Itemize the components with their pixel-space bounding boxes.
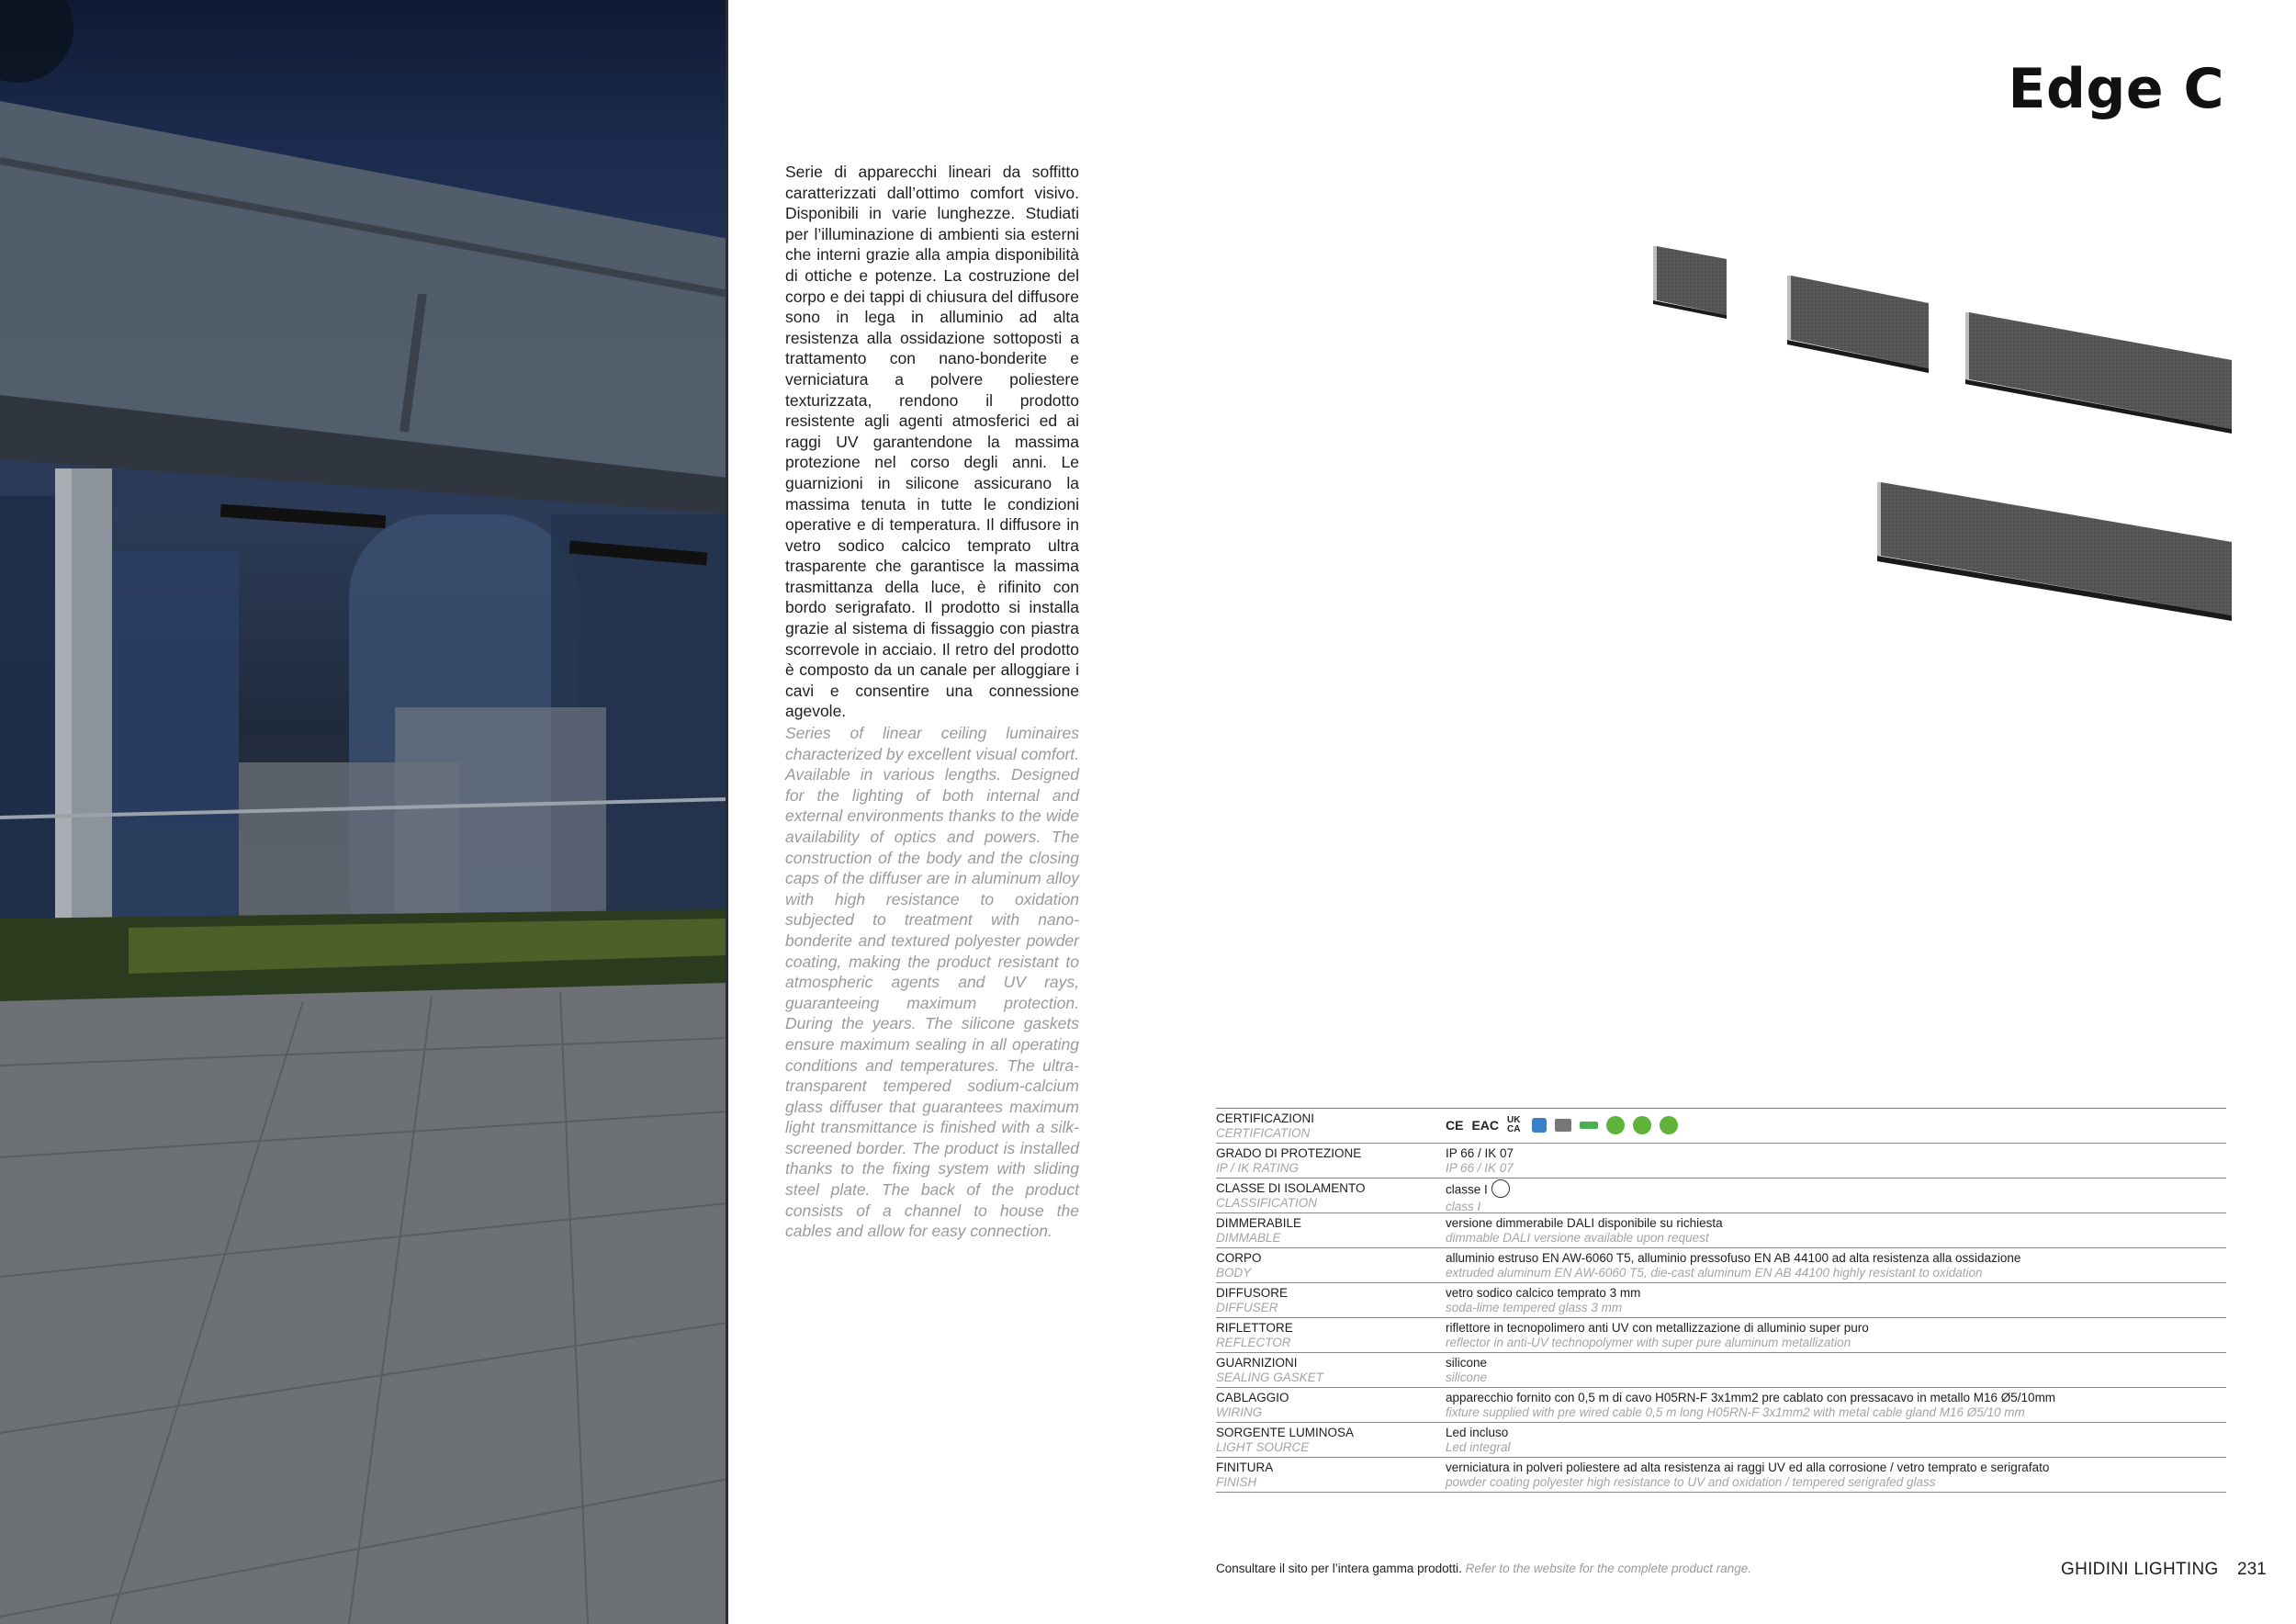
spec-label-en: IP / IK RATING [1216,1161,1300,1175]
spec-value: riflettore in tecnopolimero anti UV con metallizzazione di alluminio super puro [1446,1321,1869,1335]
spec-row-diffusore [1216,1283,2226,1318]
spec-value-en: powder coating polyester high resistance to UV and oxidation / tempered serigrafed glass [1446,1475,1936,1489]
spec-label-en: CLASSIFICATION [1216,1196,1318,1210]
spec-value: silicone [1446,1356,1488,1370]
spec-label-en: DIFFUSER [1216,1301,1278,1314]
recycle-glass-icon [1660,1116,1678,1134]
spec-row-cablaggio [1216,1388,2226,1423]
spec-label-en: WIRING [1216,1405,1263,1419]
spec-value: versione dimmerabile DALI disponibile su richiesta [1446,1216,1723,1230]
spec-value-en: dimmable DALI versione available upon request [1446,1231,1709,1245]
spec-row-protezione [1216,1144,2226,1179]
spec-label-en: FINISH [1216,1475,1257,1489]
product-extra-large [1877,482,2232,621]
spec-value-en: class I [1446,1200,1481,1213]
spec-value-en: reflector in anti-UV technopolymer with super pure aluminum metallization [1446,1336,1851,1349]
spec-label: CLASSE DI ISOLAMENTO [1216,1181,1366,1195]
spec-value: apparecchio fornito con 0,5 m di cavo H05RN-F 3x1mm2 pre cablato con pressacavo in metallo M16 Ø5/10mm [1446,1391,2056,1404]
brand-name: GHIDINI LIGHTING [2061,1560,2219,1579]
hero-photo-scene [0,0,728,1624]
spec-label: CORPO [1216,1251,1262,1265]
product-images [1635,234,2241,638]
led-icon [1580,1122,1598,1129]
spec-value-en: silicone [1446,1370,1488,1384]
spec-label-en: DIMMABLE [1216,1231,1281,1245]
spec-label-en: LIGHT SOURCE [1216,1440,1310,1454]
footer-note-it: Consultare il sito per l’intera gamma prodotti. [1216,1562,1462,1575]
recycle-alu-icon [1606,1116,1625,1134]
spec-label: FINITURA [1216,1460,1274,1474]
spec-value: IP 66 / IK 07 [1446,1146,1514,1160]
product-small [1653,246,1727,319]
spec-value-en: fixture supplied with pre wired cable 0,5 m long H05RN-F 3x1mm2 with metal cable gland M16 Ø5/10 mm [1446,1405,2025,1419]
spec-row-sorgente [1216,1423,2226,1458]
certification-icons [1446,1111,2226,1139]
spec-value: classe I [1446,1182,1488,1197]
ip-rating-icon [1532,1118,1547,1133]
spec-label: DIMMERABILE [1216,1216,1302,1230]
spec-value-en: Led integral [1446,1440,1511,1454]
spec-value-en: IP 66 / IK 07 [1446,1161,1514,1175]
spec-label: RIFLETTORE [1216,1321,1293,1335]
product-large [1965,312,2232,434]
description-italian: Serie di apparecchi lineari da soffitto caratterizzati dall’ottimo comfort visivo. Disponibili in varie lunghezze. Studiati per l’illuminazione di ambienti sia esterni che interni grazie alla ampia disponibilità di ottiche e potenze. La costruzione del corpo e dei tappi di chiusura del diffusore sono in lega in alluminio ad alta resistenza alla ossidazione sottoposti a trattamento con nano-bonderite e verniciatura a polvere poliestere texturizzata, rendono il prodotto resistente agli agenti atmosferici ed ai raggi UV garantendone la massima protezione nel corso degli anni. Le guarnizioni in silicone assicurano la massima tenuta in tutte le condizioni operative e di temperatura. Il diffusore in vetro sodico calcico temprato ultra trasparente che garantisce la massima trasmittanza della luce, è rifinito con bordo serigrafato. Il prodotto si installa grazie al sistema di fissaggio con piastra scorrevole in acciaio. Il retro del prodotto è composto da un canale per alloggiare i cavi e consentire una connessione agevole. [785,163,1079,721]
description-english: Series of linear ceiling luminaires characterized by excellent visual comfort. Available in various lengths. Designed for the lighting of both internal and external environments thanks to the wide availability of optics and powers. The construction of the body and the closing caps of the diffuser are in aluminum alloy with high resistance to oxidation subjected to treatment with nano-bonderite and textured polyester powder coating, making the product resistant to atmospheric agents and UV rays, guaranteeing maximum protection. During the years. The silicone gaskets ensure maximum sealing in all operating conditions and temperatures. The ultra-transparent tempered sodium-calcium glass diffuser that guarantees maximum light transmittance is finished with a silk-screened border. The product is installed thanks to the fixing system with sliding steel plate. The back of the product consists of a channel to house the cables and allow for easy connection. [785,724,1079,1241]
spec-row-certificazioni [1216,1109,2226,1144]
spec-row-dimmerabile [1216,1213,2226,1248]
ik-rating-icon [1555,1119,1571,1132]
ukca-mark-icon: UK CA [1507,1115,1521,1134]
hero-photo [0,0,728,1624]
spec-label-en: REFLECTOR [1216,1336,1291,1349]
spec-value: alluminio estruso EN AW-6060 T5, alluminio pressofuso EN AB 44100 ad alta resistenza alla ossidazione [1446,1251,2021,1265]
spec-label: CERTIFICAZIONI [1216,1111,1315,1125]
spec-label-en: BODY [1216,1266,1252,1280]
earth-ground-icon [1491,1179,1510,1198]
spec-value-en: soda-lime tempered glass 3 mm [1446,1301,1623,1314]
spec-value: vetro sodico calcico temprato 3 mm [1446,1286,1641,1300]
spec-row-finitura [1216,1458,2226,1493]
spec-row-guarnizioni [1216,1353,2226,1388]
spec-label: GUARNIZIONI [1216,1356,1298,1370]
product-medium [1787,276,1929,373]
spec-value: Led incluso [1446,1426,1509,1439]
spec-label: GRADO DI PROTEZIONE [1216,1146,1362,1160]
spec-label: DIFFUSORE [1216,1286,1289,1300]
footer-note [1216,1562,1751,1575]
spec-label-en: CERTIFICATION [1216,1126,1311,1140]
spec-value: verniciatura in polveri poliestere ad alta resistenza ai raggi UV ed alla corrosione / vetro temprato e serigrafato [1446,1460,2050,1474]
product-renderings [1635,234,2241,638]
spec-label-en: SEALING GASKET [1216,1370,1324,1384]
spec-table [1216,1108,2226,1493]
footer-note-en: Refer to the website for the complete product range. [1465,1562,1752,1575]
ce-mark-icon: CE [1446,1118,1464,1133]
spec-row-riflettore [1216,1318,2226,1353]
page-number: 231 [2237,1560,2267,1579]
spec-row-corpo [1216,1248,2226,1283]
spec-label: CABLAGGIO [1216,1391,1289,1404]
eac-mark-icon: EAC [1471,1118,1500,1133]
spec-row-isolamento [1216,1179,2226,1213]
spec-value-en: extruded aluminum EN AW-6060 T5, die-cast aluminum EN AB 44100 highly resistant to oxidation [1446,1266,1983,1280]
page-title: Edge C [2008,57,2224,121]
spec-label: SORGENTE LUMINOSA [1216,1426,1355,1439]
recycle-alu-2-icon [1633,1116,1651,1134]
